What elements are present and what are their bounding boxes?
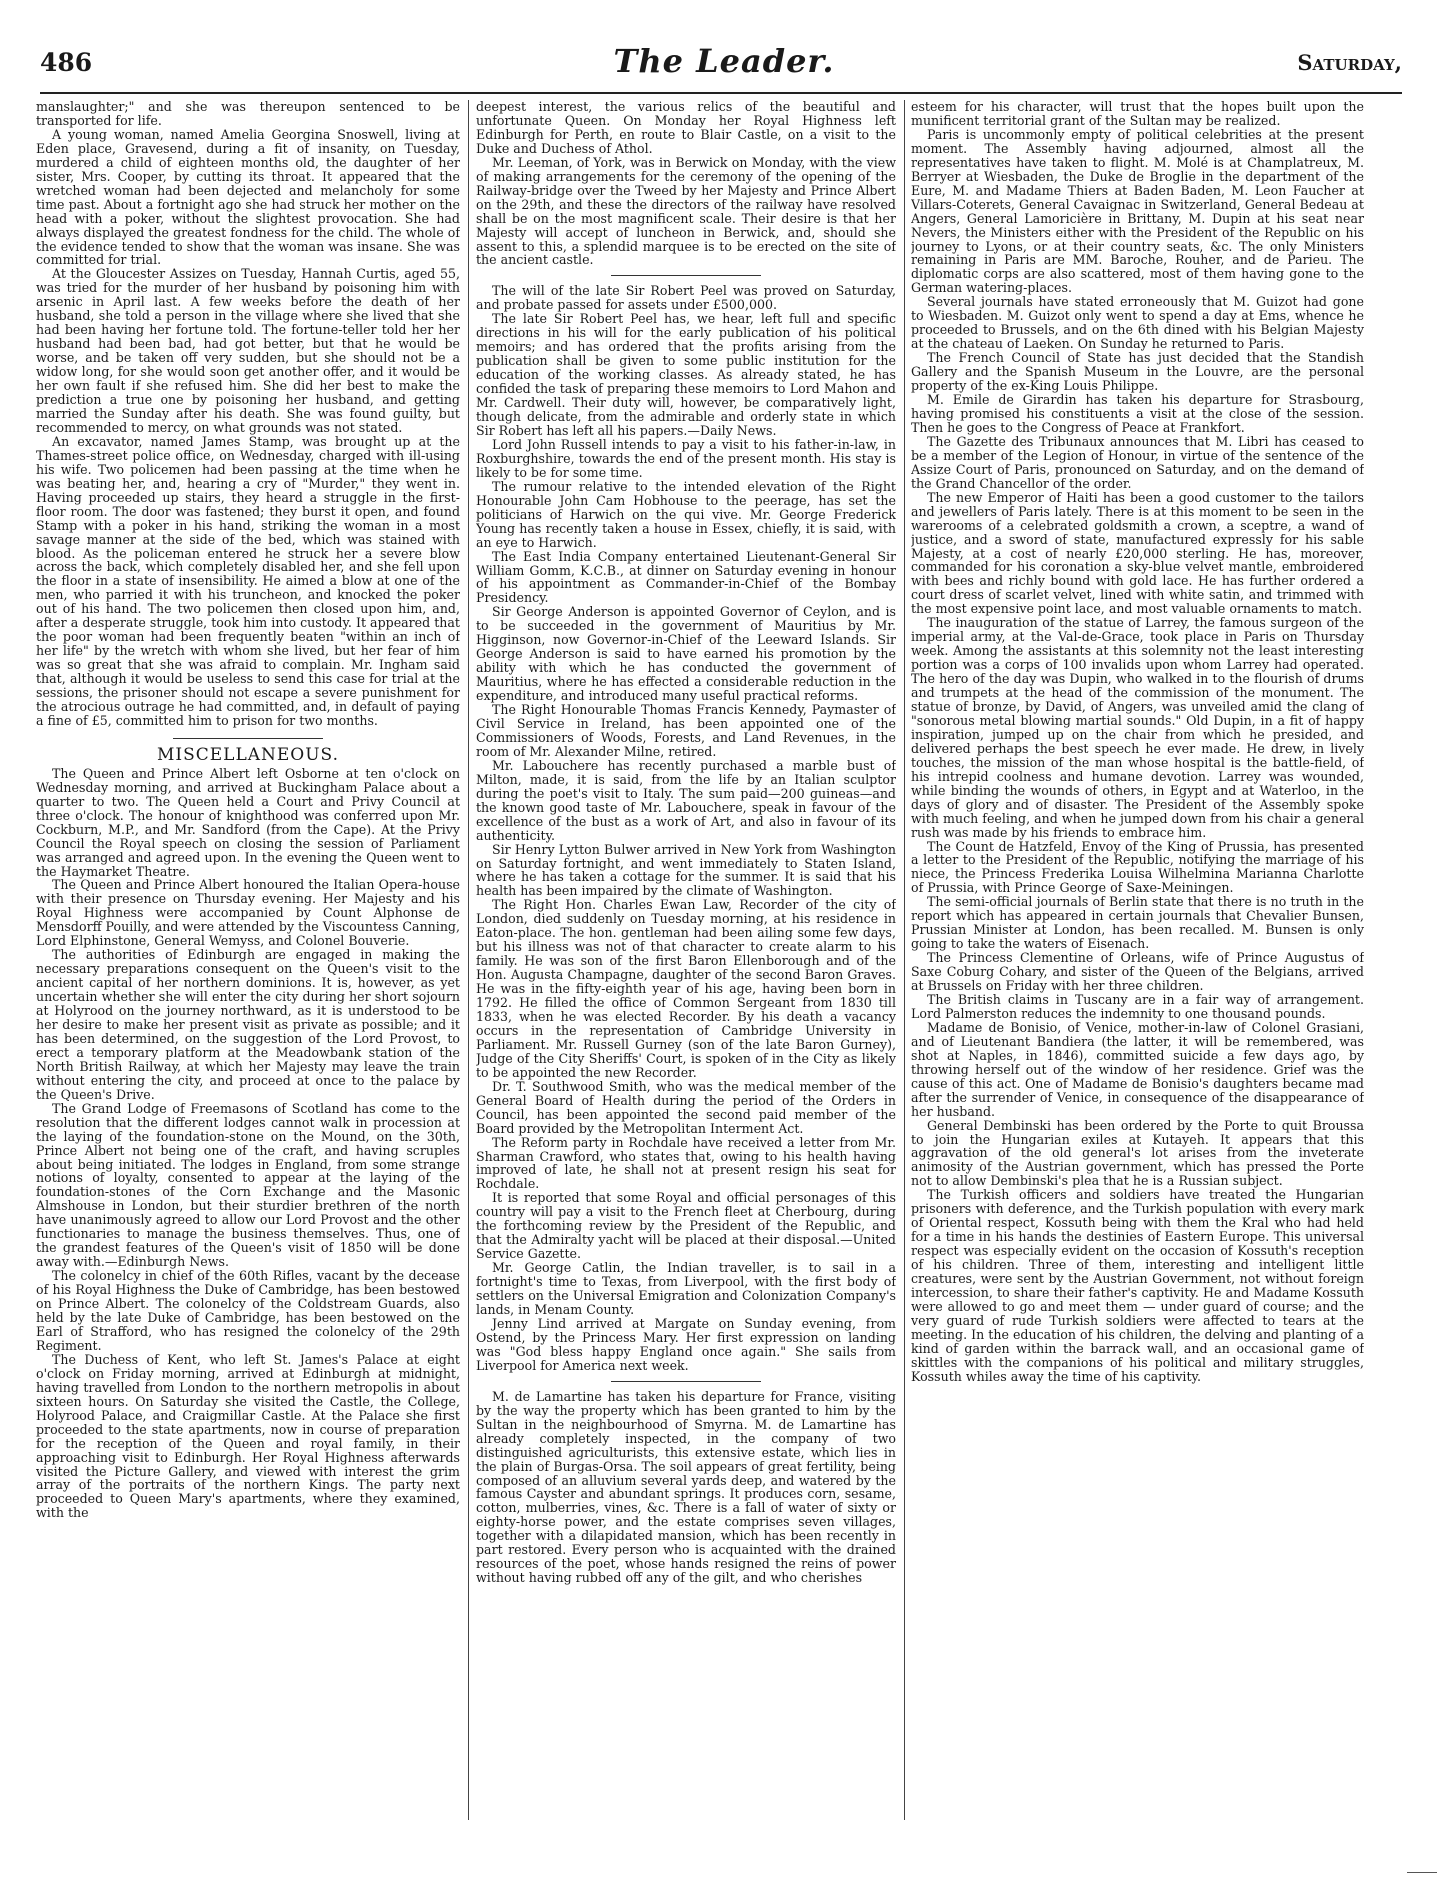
article-paragraph: The French Council of State has just decided that the Standish Gallery and the Spanish Museum in the Louvre, are the personal property of the ex-King Louis Philippe. xyxy=(911,350,1364,394)
issue-day: Saturday, xyxy=(1297,50,1402,75)
article-paragraph: Mr. George Catlin, the Indian traveller, is to sail in a fortnight's time to Texas, from Liverpool, with the first body of settlers on the Universal Emigration and Colonization Company's lands, in Menam County. xyxy=(476,1260,896,1318)
article-paragraph: The Duchess of Kent, who left St. James's Palace at eight o'clock on Friday morning, arrived at Edinburgh at midnight, having travelled from London to the northern metropolis in about sixteen hours. On Saturday she visited the Castle, the College, Holyrood Palace, and Craigmillar Castle. At the Palace she first proceeded to the state apartments, now in course of preparation for the reception of the Queen and royal family, in their approaching visit to Edinburgh. Her Royal Highness afterwards visited the Picture Gallery, and viewed with interest the grim array of the portraits of the northern Kings. The party next proceeded to Queen Mary's apartments, where they examined, with the xyxy=(36,1351,460,1521)
article-paragraph: The will of the late Sir Robert Peel was proved on Saturday, and probate passed for assets under £500,000. xyxy=(476,283,896,313)
article-paragraph: The Right Honourable Thomas Francis Kennedy, Paymaster of Civil Service in Ireland, has been appointed one of the Commissioners of Woods, Forests, and Land Revenues, in the room of Mr. Alexander Milne, retired. xyxy=(476,702,896,759)
article-paragraph: It is reported that some Royal and official personages of this country will pay a visit to the French fleet at Cherbourg, during the forthcoming review by the President of the Republic, and that the Admiralty yacht will be placed at their disposal.—United Service Gazette. xyxy=(476,1190,896,1262)
column-divider-1 xyxy=(468,100,469,1820)
article-paragraph: The semi-official journals of Berlin state that there is no truth in the report which has appeared in certain journals that Chevalier Bunsen, Prussian Minister at London, has been recalled. M. Bunsen is only going to take the waters of Eisenach. xyxy=(911,894,1364,952)
article-paragraph: Lord John Russell intends to pay a visit to his father-in-law, in Roxburghshire, towards the end of the present month. His stay is likely to be for some time. xyxy=(476,436,896,480)
article-paragraph: Sir Henry Lytton Bulwer arrived in New York from Washington on Saturday fortnight, and went immediately to Staten Island, where he has taken a cottage for the summer. It is said that his health has been impaired by the climate of Washington. xyxy=(476,841,896,899)
article-paragraph: The late Sir Robert Peel has, we hear, left full and specific directions in his will for the early publication of his political memoirs; and has ordered that the profits arising from the publication shall be given to some public institution for the education of the working classes. As already stated, he has confided the task of preparing these memoirs to Lord Mahon and Mr. Cardwell. Their duty will, however, be comparatively light, though delicate, from the admirable and orderly state in which Sir Robert has left all his papers.—Daily News. xyxy=(476,311,896,438)
article-paragraph: M. de Lamartine has taken his departure for France, visiting by the way the property which has been granted to him by the Sultan in the neighbourhood of Smyrna. M. de Lamartine has already completely inspected, in the company of two distinguished agriculturists, this extensive estate, which lies in the plain of Burgas-Orsa. The soil appears of great fertility, being composed of an alluvium several yards deep, and watered by the famous Cayster and abundant springs. It produces corn, sesame, cotton, mulberries, vines, &c. There is a fall of water of sixty or eighty-horse power, and the estate comprises seven villages, together with a dilapidated mansion, which has been recently in part restored. Every person who is acquainted with the drained resources of the poet, whose hands resigned the reins of power without having rubbed off any of the gilt, and who cherishes xyxy=(476,1388,896,1586)
article-paragraph: A young woman, named Amelia Georgina Snoswell, living at Eden place, Gravesend, during a fit of insanity, on Tuesday, murdered a child of eighteen months old, the daughter of her sister, Mrs. Cooper, by cutting its throat. It appeared that the wretched woman had been dejected and melancholy for some time past. About a fortnight ago she had struck her mother on the head with a poker, without the slightest provocation. She had always displayed the greatest fondness for the child. The whole of the evidence tended to show that the woman was insane. She was committed for trial. xyxy=(36,126,460,268)
article-paragraph: Mr. Labouchere has recently purchased a marble bust of Milton, made, it is said, from the life by an Italian sculptor during the poet's visit to Italy. The sum paid—200 guineas—and the known good taste of Mr. Labouchere, speak in favour of the excellence of the bust as a work of Art, and also in favour of its authenticity. xyxy=(476,757,896,843)
article-paragraph: The Queen and Prince Albert left Osborne at ten o'clock on Wednesday morning, and arrived at Buckingham Palace about a quarter to two. The Queen held a Court and Privy Council at three o'clock. The honour of knighthood was conferred upon Mr. Cockburn, M.P., and Mr. Sandford (from the Cape). At the Privy Council the Royal speech on closing the session of Parliament was arranged and agreed upon. In the evening the Queen went to the Haymarket Theatre. xyxy=(36,765,460,879)
section-separator xyxy=(611,1381,761,1382)
article-paragraph: deepest interest, the various relics of the beautiful and unfortunate Queen. On Monday her Royal Highness left Edinburgh for Perth, en route to Blair Castle, on a visit to the Duke and Duchess of Athol. xyxy=(476,100,896,156)
article-paragraph: Dr. T. Southwood Smith, who was the medical member of the General Board of Health during the period of the Orders in Council, has been appointed the second paid member of the Board provided by the Metropolitan Interment Act. xyxy=(476,1078,896,1136)
article-paragraph: The Count de Hatzfeld, Envoy of the King of Prussia, has presented a letter to the President of the Republic, notifying the marriage of his niece, the Princess Frederika Louisa Wilhelmina Marianna Charlotte of Prussia, with Prince George of Saxe-Meiningen. xyxy=(911,838,1364,896)
margin-mark xyxy=(1407,1872,1437,1873)
page-number: 486 xyxy=(40,48,93,77)
article-paragraph: An excavator, named James Stamp, was brought up at the Thames-street police office, on Wednesday, charged with ill-using his wife. Two policemen had been passing at the time when he was beating her, and, hearing a cry of "Murder," they went in. Having proceeded up stairs, they heard a struggle in the first-floor room. The door was fastened; they burst it open, and found Stamp with a poker in his hand, striking the woman in a most savage manner at the side of the bed, which was stained with blood. As the policeman entered he struck her a severe blow across the back, which completely disabled her, and she fell upon the floor in a state of insensibility. He aimed a blow at one of the men, who parried it with his truncheon, and knocked the poker out of his hand. The two policemen then closed upon him, and, after a desperate struggle, took him into custody. It appeared that the poor woman had been frequently beaten "within an inch of her life" by the wretch with whom she lived, but her fear of him was so great that she was afraid to complain. Mr. Ingham said that, although it would be useless to send this case for trial at the sessions, the prisoner should not escape a severe punishment for the atrocious outrage he had committed, and, in default of paying a fine of £5, committed him to prison for two months. xyxy=(36,433,460,728)
column-2 xyxy=(476,100,896,1838)
article-paragraph: The Princess Clementine of Orleans, wife of Prince Augustus of Saxe Coburg Cohary, and sister of the Queen of the Belgians, arrived at Brussels on Friday with her three children. xyxy=(911,950,1364,994)
masthead-title: The Leader. xyxy=(613,42,835,80)
section-separator xyxy=(173,738,323,739)
article-paragraph: The Reform party in Rochdale have received a letter from Mr. Sharman Crawford, who states that, owing to his health having improved of late, he shall not at present resign his seat for Rochdale. xyxy=(476,1134,896,1192)
article-paragraph: General Dembinski has been ordered by the Porte to quit Broussa to join the Hungarian exiles at Kutayeh. It appears that this aggravation of the old general's lot arises from the inveterate animosity of the Austrian government, which has pressed the Porte not to allow Dembinski's plea that he is a Russian subject. xyxy=(911,1117,1364,1189)
column-3 xyxy=(911,100,1364,1838)
article-paragraph: The East India Company entertained Lieutenant-General Sir William Gomm, K.C.B., at dinner on Saturday evening in honour of his appointment as Commander-in-Chief of the Bombay Presidency. xyxy=(476,548,896,606)
article-paragraph: The new Emperor of Haiti has been a good customer to the tailors and jewellers of Paris lately. There is at this moment to be seen in the warerooms of a celebrated goldsmith a crown, a sceptre, a wand of justice, and a sword of state, manufactured expressly for his sable Majesty, at a cost of nearly £20,000 sterling. He has, moreover, commanded for his coronation a sky-blue velvet mantle, embroidered with bees and richly bound with gold lace. He has further ordered a court dress of scarlet velvet, lined with white satin, and trimmed with the most expensive point lace, and most valuable ornaments to match. xyxy=(911,489,1364,617)
article-paragraph: Jenny Lind arrived at Margate on Sunday evening, from Ostend, by the Princess Mary. Her first expression on landing was "God bless happy England once again." She sails from Liverpool for America next week. xyxy=(476,1315,896,1373)
column-divider-2 xyxy=(904,100,905,1820)
article-paragraph: The Queen and Prince Albert honoured the Italian Opera-house with their presence on Thursday evening. Her Majesty and his Royal Highness were accompanied by Count Alphonse de Mensdorff Pouilly, and were attended by the Viscountess Canning, Lord Elphinstone, General Wemyss, and Colonel Bouverie. xyxy=(36,877,460,949)
article-paragraph: The rumour relative to the intended elevation of the Right Honourable John Cam Hobhouse to the peerage, has set the politicians of Harwich on the qui vive. Mr. George Frederick Young has recently taken a house in Essex, chiefly, it is said, with an eye to Harwich. xyxy=(476,478,896,550)
article-paragraph: The colonelcy in chief of the 60th Rifles, vacant by the decease of his Royal Highness the Duke of Cambridge, has been bestowed on Prince Albert. The colonelcy of the Coldstream Guards, also held by the late Duke of Cambridge, has been bestowed on the Earl of Strafford, who has resigned the colonelcy of the 29th Regiment. xyxy=(36,1268,460,1353)
column-1 xyxy=(36,100,460,1838)
article-paragraph: The Gazette des Tribunaux announces that M. Libri has ceased to be a member of the Legion of Honour, in virtue of the sentence of the Assize Court of Paris, pronounced on Saturday, and on the demand of the Grand Chancellor of the order. xyxy=(911,433,1364,491)
article-paragraph: Paris is uncommonly empty of political celebrities at the present moment. The Assembly having adjourned, almost all the representatives have taken to flight. M. Molé is at Champlatreux, M. Berryer at Wiesbaden, the Duke de Broglie in the department of the Eure, M. and Madame Thiers at Baden Baden, M. Leon Faucher at Villars-Coterets, General Cavaignac in Switzerland, General Bedeau at Angers, General Lamoricière in Brittany, M. Dupin at his seat near Nevers, the Ministers either with the President of the Republic on his journey to Lyons, or at their country seats, &c. The only Ministers remaining in Paris are MM. Baroche, Rouher, and de Parieu. The diplomatic corps are also scattered, most of them having gone to the German watering-places. xyxy=(911,126,1364,296)
article-paragraph: The authorities of Edinburgh are engaged in making the necessary preparations consequent on the Queen's visit to the ancient capital of her northern dominions. It is, however, as yet uncertain whether she will enter the city during her short sojourn at Holyrood on the journey northward, as it is understood to be her desire to make her present visit as private as possible; and it has been determined, on the suggestion of the Lord Provost, to erect a temporary platform at the Meadowbank station of the North British Railway, at which her Majesty may leave the train without entering the city, and proceed at once to the palace by the Queen's Drive. xyxy=(36,947,460,1102)
article-paragraph: At the Gloucester Assizes on Tuesday, Hannah Curtis, aged 55, was tried for the murder of her husband by poisoning him with arsenic in April last. A few weeks before the death of her husband, she told a person in the village where she lived that she had been having her fortune told. The fortune-teller told her her husband had been bad, had got better, but that he would be worse, and be taken off very sudden, but she should not be a widow long, for she would soon get another offer, and it would be her own fault if she refused him. She did her best to make the prediction a true one by poisoning her husband, and getting married the Sunday after his death. She was found guilty, but recommended to mercy, on what grounds was not stated. xyxy=(36,266,460,435)
page-header xyxy=(40,40,1408,90)
section-heading-miscellaneous: MISCELLANEOUS. xyxy=(156,744,340,765)
article-paragraph: The Grand Lodge of Freemasons of Scotland has come to the resolution that the different lodges cannot walk in procession at the laying of the foundation-stone on the Mound, on the 30th, Prince Albert not being one of the craft, and having scruples about being initiated. The lodges in England, from some strange notions of loyalty, consented to appear at the laying of the foundation-stones of the Corn Exchange and the Masonic Almshouse in London, but their sturdier brethren of the north have unanimously agreed to allow our Lord Provost and the other functionaries to manage the business themselves. Thus, one of the grandest features of the Queen's visit of 1850 will be done away with.—Edinburgh News. xyxy=(36,1100,460,1270)
header-rule xyxy=(40,92,1402,94)
article-paragraph: M. Emile de Girardin has taken his departure for Strasbourg, having promised his constituents a visit at the close of the session. Then he goes to the Congress of Peace at Frankfort. xyxy=(911,392,1364,435)
article-paragraph: The Right Hon. Charles Ewan Law, Recorder of the city of London, died suddenly on Tuesday morning, at his residence in Eaton-place. The hon. gentleman had been ailing some few days, but his illness was not of that character to create alarm to his family. He was son of the first Baron Ellenborough and of the Hon. Augusta Champagne, daughter of the second Baron Graves. He was in the fifty-eighth year of his age, having been born in 1792. He filled the office of Common Sergeant from 1830 till 1833, when he was elected Recorder. By his death a vacancy occurs in the representation of Cambridge University in Parliament. Mr. Russell Gurney (son of the late Baron Gurney), Judge of the City Sheriffs' Court, is spoken of in the City as likely to be appointed the new Recorder. xyxy=(476,897,896,1080)
section-separator xyxy=(611,275,761,276)
article-paragraph: Several journals have stated erroneously that M. Guizot had gone to Wiesbaden. M. Guizot only went to spend a day at Ems, whence he proceeded to Brussels, and on the 6th dined with his Belgian Majesty at the chateau of Laeken. On Sunday he returned to Paris. xyxy=(911,294,1364,352)
article-paragraph: The Turkish officers and soldiers have treated the Hungarian prisoners with deference, and the Turkish population with every mark of Oriental respect, Kossuth being with them the Kral who had held for a time in his hands the destinies of Eastern Europe. This universal respect was especially evident on the occasion of Kossuth's reception of his children. Three of them, interesting and intelligent little creatures, were sent by the Austrian Government, not without foreign intercession, to share their father's captivity. He and Madame Kossuth were allowed to go and meet them — under guard of course; and the very guard of rude Turkish soldiers were affected to tears at the meeting. In the education of his children, the delving and planting of a kind of garden within the barrack wall, and an occasional game of skittles with the companions of his political and military struggles, Kossuth whiles away the time of his captivity. xyxy=(911,1187,1364,1384)
article-paragraph: The inauguration of the statue of Larrey, the famous surgeon of the imperial army, at the Val-de-Grace, took place in Paris on Thursday week. Among the assistants at this solemnity not the least interesting portion was a corps of 100 invalids upon whom Larrey had operated. The hero of the day was Dupin, who walked in to the flourish of drums and trumpets at the head of the commission of the monument. The statue of bronze, by David, of Angers, was unveiled amid the clang of "sonorous metal blowing martial sounds." Old Dupin, in a fit of happy inspiration, jumped up on the chair from which he presided, and delivered perhaps the best speech he ever made. He drew, in lively touches, the mission of the man whose hospital is the battle-field, of his intrepid coolness and humane devotion. Larrey was wounded, while binding the wounds of others, in Egypt and at Waterloo, in the days of glory and of disaster. The President of the Assembly spoke with much feeling, and when he jumped down from his chair a general rush was made by his friends to embrace him. xyxy=(911,615,1364,840)
article-paragraph: Sir George Anderson is appointed Governor of Ceylon, and is to be succeeded in the government of Mauritius by Mr. Higginson, now Governor-in-Chief of the Leeward Islands. Sir George Anderson is said to have earned his promotion by the ability with which he has conducted the government of Mauritius, where he has effected a considerable reduction in the expenditure, and introduced many useful practical reforms. xyxy=(476,604,896,704)
article-paragraph: esteem for his character, will trust that the hopes built upon the munificent territorial grant of the Sultan may be realized. xyxy=(911,100,1364,128)
article-paragraph: The British claims in Tuscany are in a fair way of arrangement. Lord Palmerston reduces the indemnity to one thousand pounds. xyxy=(911,992,1364,1021)
article-paragraph: manslaughter;" and she was thereupon sentenced to be transported for life. xyxy=(36,100,460,128)
article-paragraph: Mr. Leeman, of York, was in Berwick on Monday, with the view of making arrangements for the ceremony of the opening of the Railway-bridge over the Tweed by her Majesty and Prince Albert on the 29th, and these the directors of the railway have resolved shall be on the most magnificent scale. Their desire is that her Majesty will accept of luncheon in Berwick, and, should she assent to this, a splendid marquee is to be erected on the site of the ancient castle. xyxy=(476,154,896,268)
article-paragraph: Madame de Bonisio, of Venice, mother-in-law of Colonel Grasiani, and of Lieutenant Bandiera (the latter, it will be remembered, was shot at Naples, in 1846), committed suicide a few days ago, by throwing herself out of the window of her residence. Grief was the cause of this act. One of Madame de Bonisio's daughters became mad after the surrender of Venice, in consequence of the disappearance of her husband. xyxy=(911,1019,1364,1119)
